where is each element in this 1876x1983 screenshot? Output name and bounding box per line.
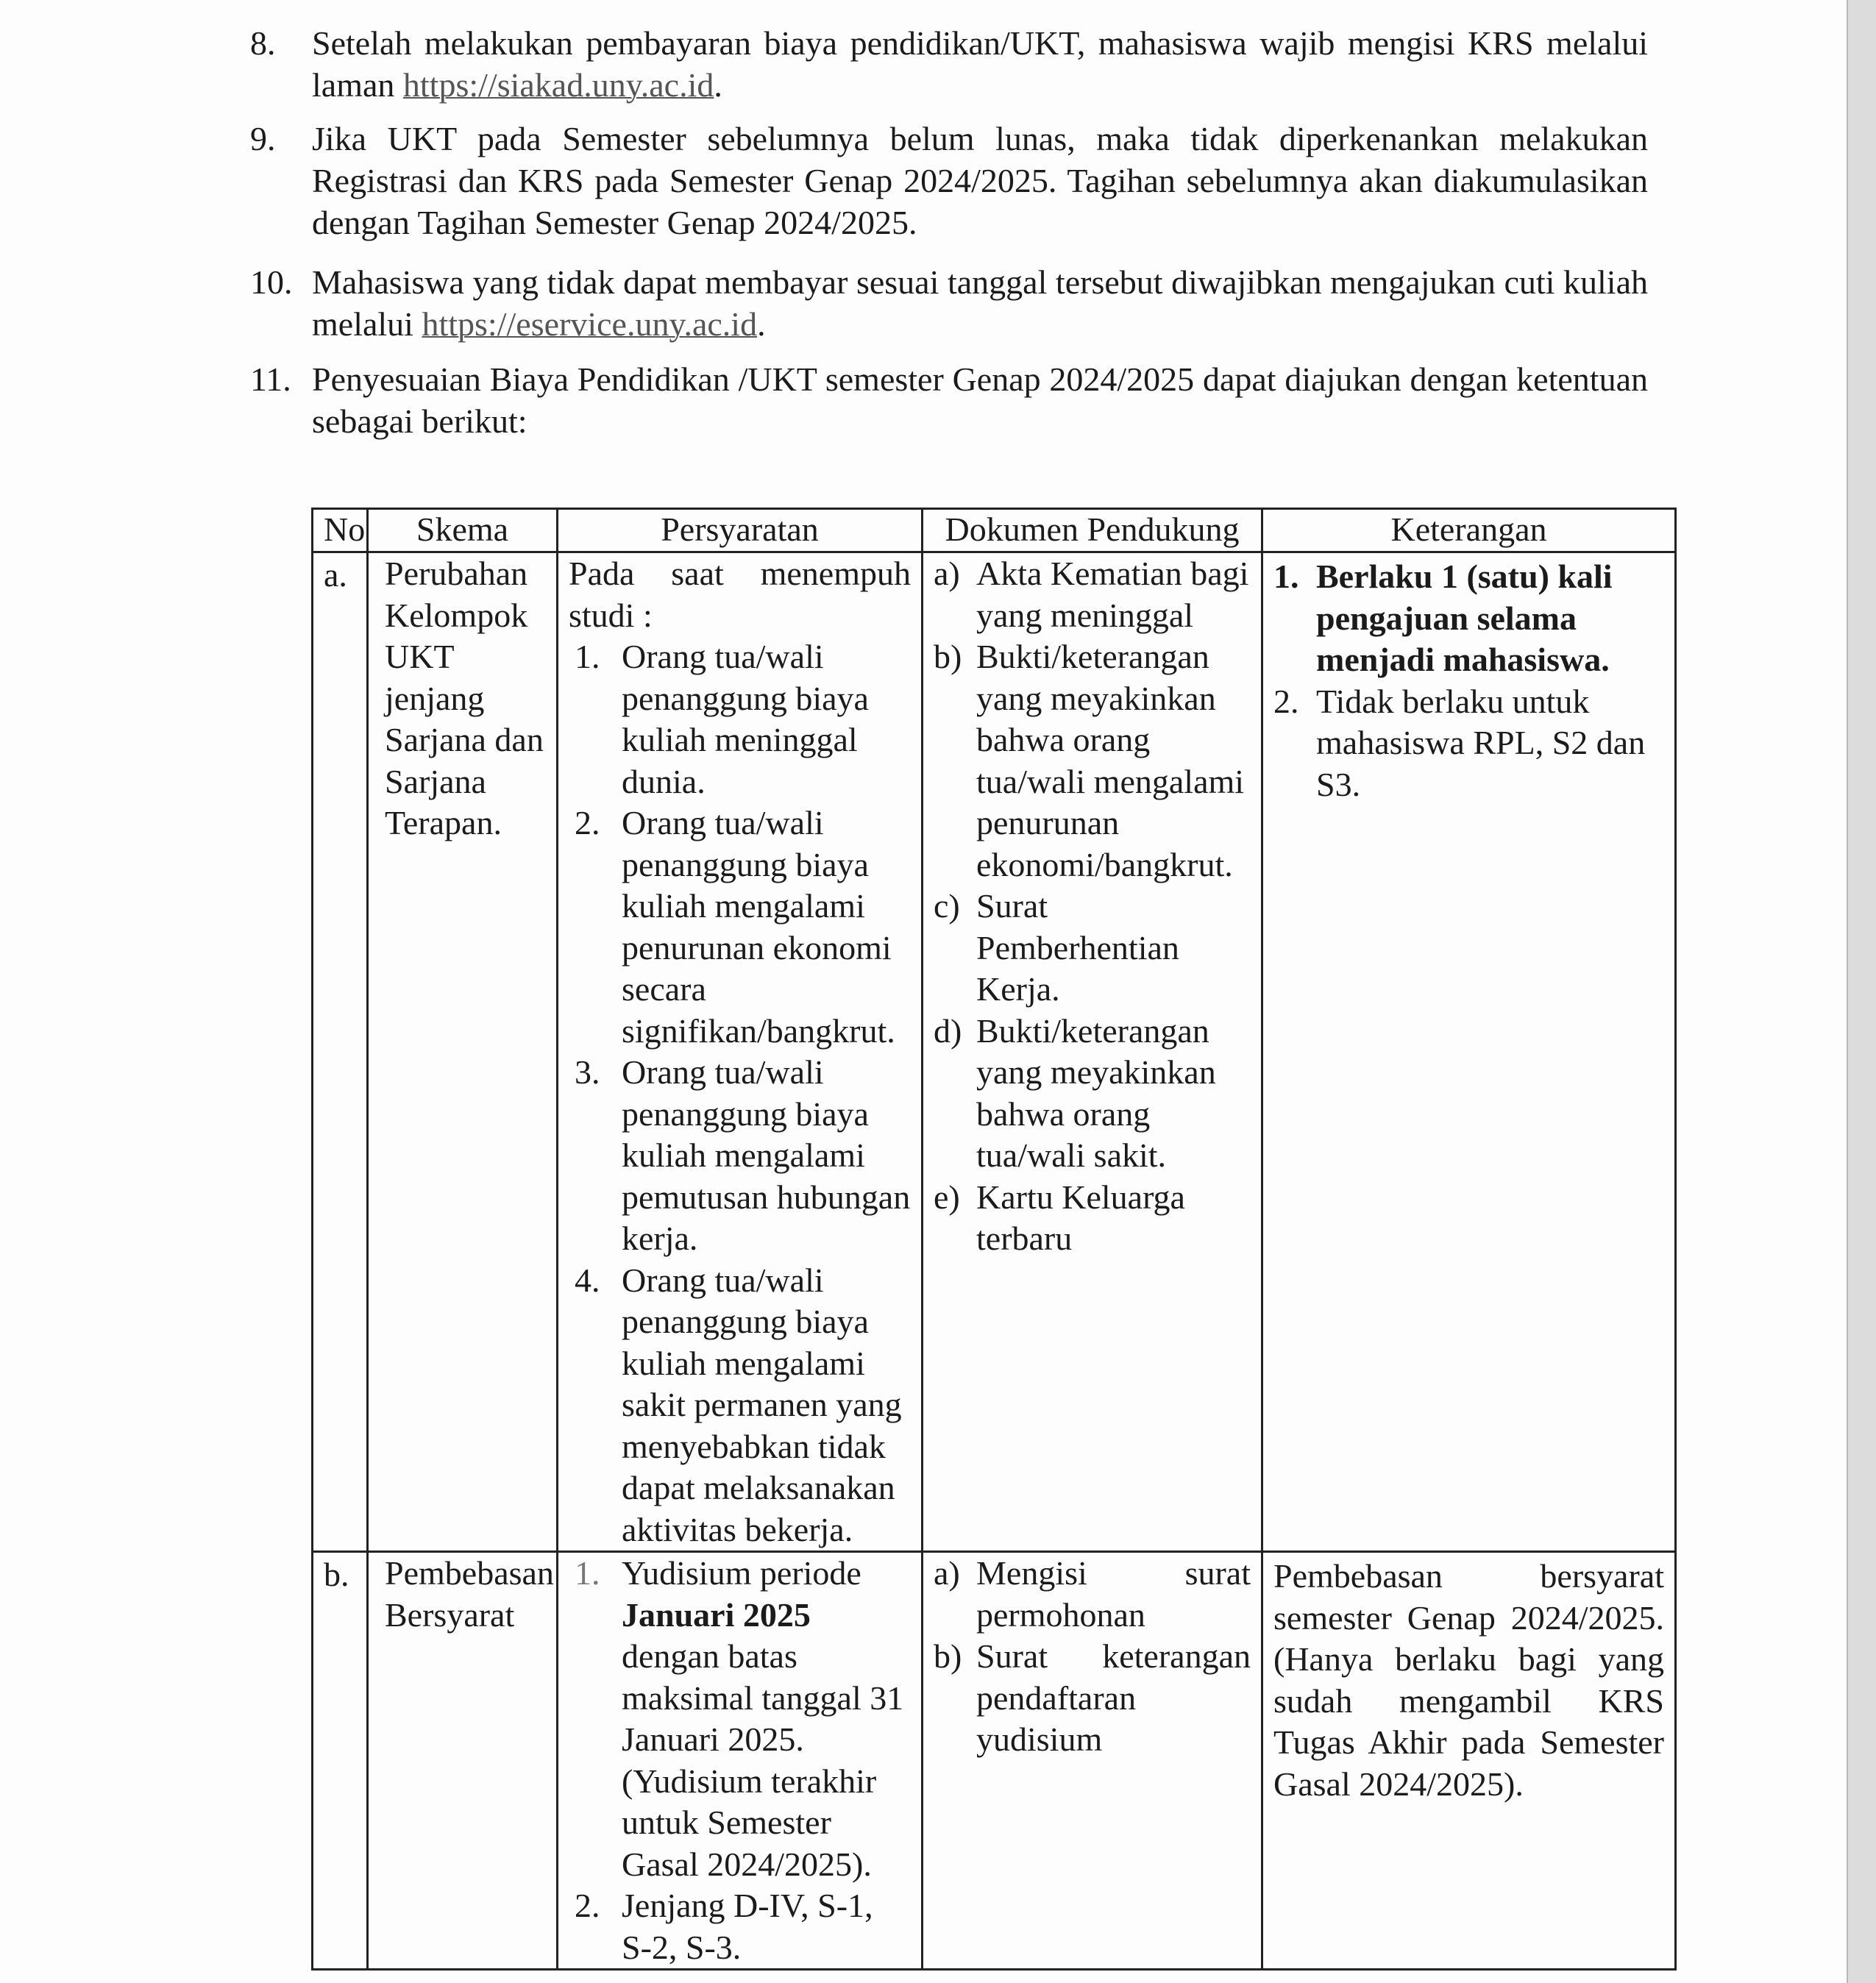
list-item: a) Akta Kematian bagi yang meninggal [934, 555, 1249, 634]
list-item-11 [250, 358, 1648, 442]
list-item: 1. Orang tua/wali penanggung biaya kuliah meninggal dunia. [575, 638, 869, 800]
row-persyaratan [558, 552, 923, 1552]
list-item: 3. Orang tua/wali penanggung biaya kuliah mengalami pemutusan hubungan kerja. [575, 1053, 911, 1257]
header-no: No [313, 509, 368, 552]
list-item-number: 10. [250, 263, 293, 301]
table-header-row [313, 509, 1676, 552]
list-item-text: Mahasiswa yang tidak dapat membayar sesuai tanggal tersebut diwajibkan mengajukan cuti kuliah melalui [312, 263, 1648, 343]
list-item-number: 8. [250, 24, 276, 62]
header-keterangan: Keterangan [1262, 509, 1676, 552]
scan-edge [1848, 0, 1876, 1983]
list-item: b) Surat keterangan pendaftaran yudisium [934, 1637, 1251, 1758]
list-item: 2. Jenjang D-IV, S-1, S-2, S-3. [575, 1887, 873, 1966]
list-item: 2. Tidak berlaku untuk mahasiswa RPL, S2 dan S3. [1273, 682, 1646, 803]
list-item-text-end: . [714, 66, 722, 104]
row-skema: Pembebasan Bersyarat [368, 1552, 558, 1970]
header-dokumen: Dokumen Pendukung [923, 509, 1262, 552]
list-item-text-end: . [757, 305, 766, 343]
row-no: a. [313, 552, 368, 1552]
row-dokumen [923, 552, 1262, 1552]
row-keterangan: Pembebasan bersyarat semester Genap 2024/2025. (Hanya berlaku bagi yang sudah mengambil KRS Tugas Akhir pada Semester Gasal 2024/2025). [1262, 1552, 1676, 1970]
table-row [313, 1552, 1676, 1970]
row-dokumen [923, 1552, 1262, 1970]
list-item: d) Bukti/keterangan yang meyakinkan bahwa orang tua/wali sakit. [934, 1011, 1216, 1174]
row-keterangan [1262, 552, 1676, 1552]
dokumen-list [934, 553, 1251, 1260]
header-persyaratan: Persyaratan [558, 509, 923, 552]
list-item-number: 9. [250, 120, 276, 157]
persyaratan-intro: Pada saat menempuh studi : [569, 555, 911, 634]
list-item-text: Penyesuaian Biaya Pendidikan /UKT semester Genap 2024/2025 dapat diajukan dengan ketentuan sebagai berikut: [312, 360, 1648, 440]
row-persyaratan [558, 1552, 923, 1970]
list-item-text: Jika UKT pada Semester sebelumnya belum lunas, maka tidak diperkenankan melakukan Registrasi dan KRS pada Semester Genap 2024/2025. Tagihan sebelumnya akan diakumulasikan dengan Tagihan Semester Genap 2024/2025. [312, 120, 1648, 241]
persyaratan-list [569, 1553, 911, 1968]
list-item: e) Kartu Keluarga terbaru [934, 1178, 1185, 1257]
list-item-8 [250, 22, 1648, 106]
ukt-adjustment-table [311, 508, 1677, 1970]
siakad-link[interactable]: https://siakad.uny.ac.id [402, 66, 714, 104]
list-item: 1. Berlaku 1 (satu) kali pengajuan selama menjadi mahasiswa. [1273, 558, 1613, 678]
persyaratan-list [569, 636, 911, 1551]
list-item-9 [250, 118, 1648, 243]
list-item: 1. Yudisium periode Januari 2025 dengan batas maksimal tanggal 31 Januari 2025. (Yudisium terakhir untuk Semester Gasal 2024/2025). [575, 1554, 904, 1883]
list-item: a) Mengisi surat permohonan [934, 1554, 1251, 1634]
row-skema: Perubahan Kelompok UKT jenjang Sarjana dan Sarjana Terapan. [368, 552, 558, 1552]
header-skema: Skema [368, 509, 558, 552]
row-no: b. [313, 1552, 368, 1970]
list-item-text: Setelah melakukan pembayaran biaya pendidikan/UKT, mahasiswa wajib mengisi KRS melalui laman [312, 24, 1648, 104]
dokumen-list [934, 1553, 1251, 1761]
list-item: 4. Orang tua/wali penanggung biaya kuliah mengalami sakit permanen yang menyebabkan tidak dapat melaksanakan aktivitas bekerja. [575, 1261, 902, 1548]
keterangan-list [1273, 556, 1664, 805]
table-row [313, 552, 1676, 1552]
list-item: b) Bukti/keterangan yang meyakinkan bahwa orang tua/wali mengalami penurunan ekonomi/bangkrut. [934, 638, 1245, 883]
list-item: 2. Orang tua/wali penanggung biaya kuliah mengalami penurunan ekonomi secara signifikan/bangkrut. [575, 804, 895, 1050]
eservice-link[interactable]: https://eservice.uny.ac.id [422, 305, 758, 343]
list-item-number: 11. [250, 360, 291, 398]
list-item: c) Surat Pemberhentian Kerja. [934, 887, 1179, 1008]
list-item-10 [250, 261, 1648, 345]
